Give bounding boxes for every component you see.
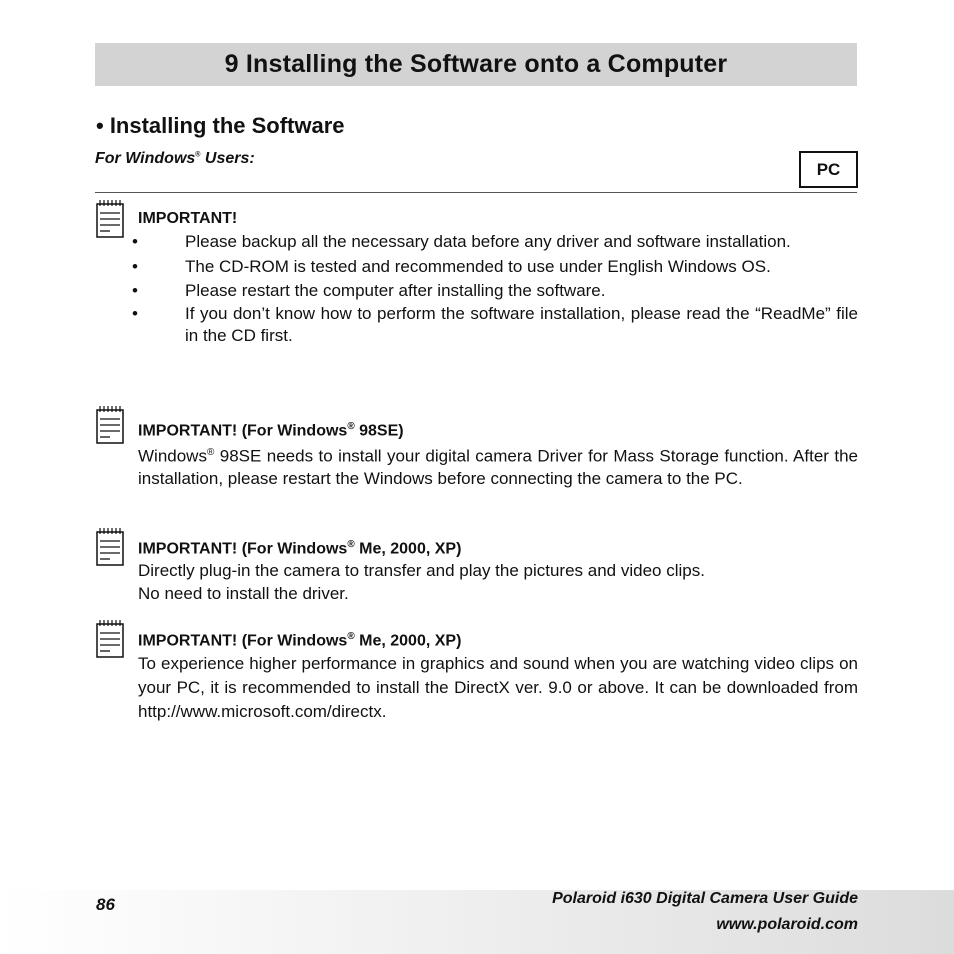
note-title: IMPORTANT! xyxy=(138,210,238,227)
chapter-title: 9 Installing the Software onto a Computer xyxy=(224,50,728,78)
notepad-icon xyxy=(96,406,124,446)
important-note-me-2000-xp xyxy=(138,534,858,605)
section-heading: • Installing the Software xyxy=(96,113,345,138)
list-item: • Please restart the computer after installing the software. xyxy=(132,281,606,300)
bullet-icon: • xyxy=(132,232,138,251)
note-title: IMPORTANT! (For Windows® Me, 2000, XP) xyxy=(138,631,462,650)
important-note-98se xyxy=(138,416,858,491)
note-body: To experience higher performance in graphics and sound when you are watching video clips on your PC, it is recommended to install the DirectX ver. 9.0 or above. It can be downloaded from http://www.microsoft.com/directx. xyxy=(138,654,858,722)
note-title: IMPORTANT! (For Windows® Me, 2000, XP) xyxy=(138,539,462,558)
important-bullet-list xyxy=(132,231,858,348)
bullet-icon: • xyxy=(132,257,138,276)
notepad-icon xyxy=(96,620,124,660)
windows-users-subheading: For Windows® Users: xyxy=(95,150,255,167)
page-number: 86 xyxy=(96,895,115,914)
pc-badge: PC xyxy=(799,151,858,188)
important-note-general xyxy=(138,208,858,230)
important-note-directx xyxy=(138,626,858,724)
list-item: • The CD-ROM is tested and recommended to use under English Windows OS. xyxy=(132,254,858,279)
note-body-line: Directly plug-in the camera to transfer and play the pictures and video clips. xyxy=(138,561,705,581)
guide-title: Polaroid i630 Digital Camera User Guide xyxy=(552,890,858,907)
notepad-icon xyxy=(96,528,124,568)
website-url: www.polaroid.com xyxy=(716,916,858,933)
bullet-icon: • xyxy=(132,281,138,300)
notepad-icon xyxy=(96,200,124,240)
list-item: • Please backup all the necessary data before any driver and software installation. xyxy=(132,232,791,251)
list-item: • If you don’t know how to perform the software installation, please read the “ReadMe” file in the CD first. xyxy=(132,304,858,345)
divider-rule xyxy=(95,192,857,193)
note-title: IMPORTANT! (For Windows® 98SE) xyxy=(138,421,404,440)
chapter-title-bar xyxy=(95,43,857,86)
note-body-line: No need to install the driver. xyxy=(138,583,349,603)
bullet-icon: • xyxy=(132,304,138,323)
note-body: Windows® 98SE needs to install your digital camera Driver for Mass Storage function. After the installation, please restart the Windows before connecting the camera to the PC. xyxy=(138,446,858,489)
